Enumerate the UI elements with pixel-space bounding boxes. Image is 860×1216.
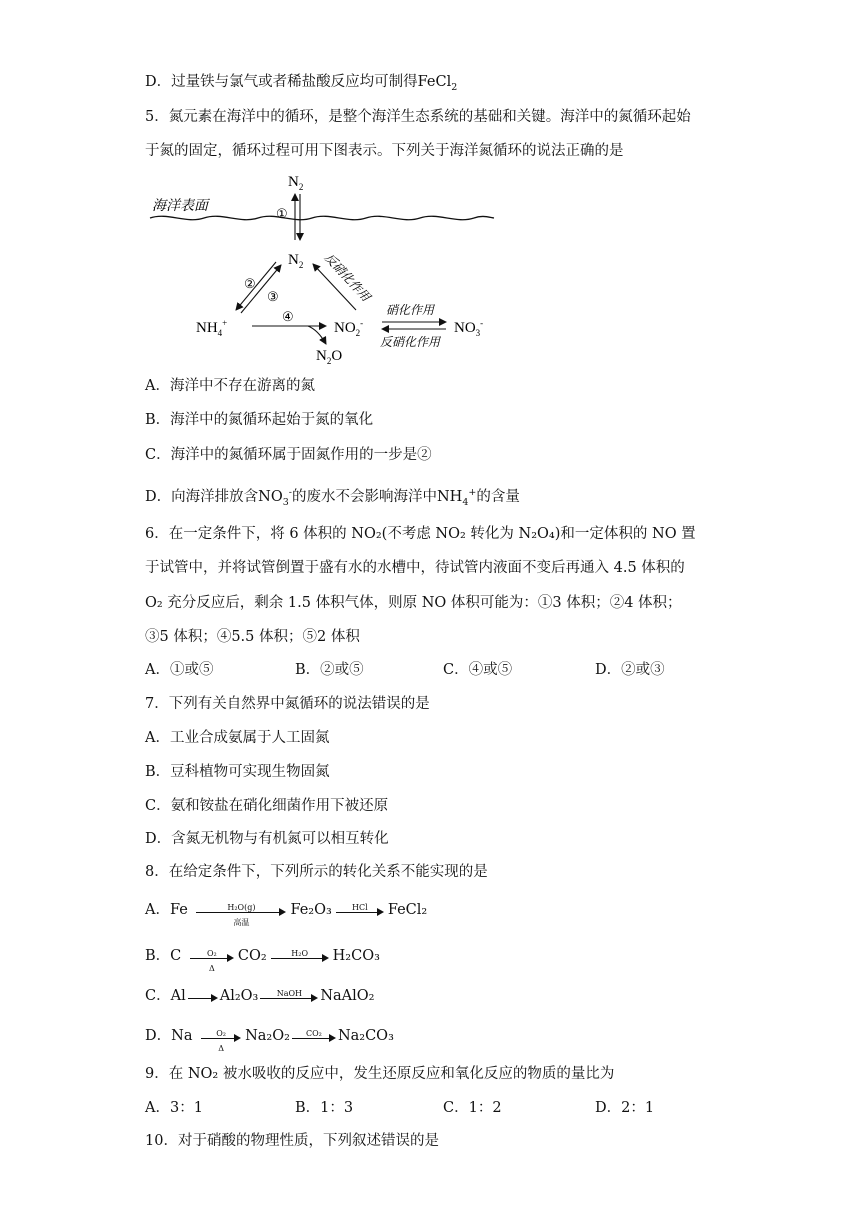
q8-d-arrow1: $\frac{\text{O₂}}{\Delta}$ (201, 1026, 241, 1046)
no3-formula: $NO_3^-$ (258, 487, 292, 508)
n2-mid-label: $N_2$ (288, 252, 304, 270)
q8-d-arrow2: CO₂ (292, 1026, 336, 1046)
q6-option-d: D．②或③ (595, 662, 665, 678)
q5-stem-line1: 5．氮元素在海洋中的循环，是整个海洋生态系统的基础和关键。海洋中的氮循环起始 (145, 109, 691, 125)
sea-surface-wave (150, 216, 494, 219)
q7-option-a: A．工业合成氨属于人工固氮 (145, 730, 330, 746)
q6-line2: 于试管中，并将试管倒置于盛有水的水槽中，待试管内液面不变后再通入 4.5 体积的 (145, 560, 685, 576)
q9-option-b: B．1：3 (295, 1100, 354, 1116)
q5-option-d: D．向海洋排放含$NO_3^-$的废水不会影响海洋中$NH_4^+$的含量 (145, 487, 520, 508)
q9-option-d: D．2：1 (595, 1100, 655, 1116)
q6-line4: ③5 体积；④5.5 体积；⑤2 体积 (145, 629, 360, 645)
n2o-branch-arrow (308, 326, 326, 344)
q8-option-a: A．Fe H₂O(g) 高温 Fe₂O₃ HCl FeCl₂ (145, 902, 428, 927)
q6-option-c: C．④或⑤ (443, 662, 513, 678)
q8-c-arrow2: NaOH (260, 986, 318, 1006)
q8-option-d: D．Na $\frac{\text{O₂}}{\Delta}$ Na₂O₂ CO₂ Na₂CO₃ (145, 1028, 394, 1053)
q9-stem: 9．在 NO₂ 被水吸收的反应中，发生还原反应和氧化反应的物质的量比为 (145, 1066, 615, 1082)
q9-option-c: C．1：2 (443, 1100, 502, 1116)
q7-option-b: B．豆科植物可实现生物固氮 (145, 764, 330, 780)
q5-option-c: C．海洋中的氮循环属于固氮作用的一步是② (145, 447, 432, 463)
q8-a-arrow2: HCl (336, 900, 384, 920)
q5-option-a: A．海洋中不存在游离的氮 (145, 378, 315, 394)
q8-stem: 8．在给定条件下，下列所示的转化关系不能实现的是 (145, 864, 488, 880)
denitrification-diagonal-label: 反硝化作用 (321, 250, 373, 304)
q6-option-b: B．②或⑤ (295, 662, 364, 678)
q6-line3: O₂ 充分反应后，剩余 1.5 体积气体，则原 NO 体积可能为：①3 体积；②4 体积； (145, 595, 682, 611)
nh4-label: $NH_4^+$ (196, 318, 228, 338)
step2-label: ② (244, 277, 256, 292)
sea-surface-label: 海洋表面 (152, 198, 208, 214)
q8-b-arrow1: $\frac{\text{O₂}}{\Delta}$ (190, 946, 234, 966)
q9-option-a: A．3：1 (145, 1100, 203, 1116)
q7-option-d: D．含氮无机物与有机氮可以相互转化 (145, 831, 389, 847)
q6-option-a: A．①或⑤ (145, 662, 214, 678)
q5-stem-line2: 于氮的固定，循环过程可用下图表示。下列关于海洋氮循环的说法正确的是 (145, 143, 624, 159)
step3-label: ③ (267, 290, 279, 305)
n2-top-label: $N_2$ (288, 174, 304, 192)
step4-label: ④ (282, 310, 294, 325)
q7-option-c: C．氨和铵盐在硝化细菌作用下被还原 (145, 798, 389, 814)
nitrification-label: 硝化作用 (386, 303, 435, 317)
denitrification-bottom-label: 反硝化作用 (380, 335, 441, 349)
no2-label: $NO_2^-$ (334, 318, 364, 338)
q10-stem: 10．对于硝酸的物理性质，下列叙述错误的是 (145, 1133, 439, 1149)
q4-option-d: D．过量铁与氯气或者稀盐酸反应均可制得FeCl$_2$ (145, 74, 458, 93)
nitrogen-cycle-diagram (148, 170, 498, 366)
step1-label: ① (276, 207, 288, 222)
no3-label: $NO_3^-$ (454, 318, 484, 338)
q8-option-b: B．C $\frac{\text{O₂}}{\Delta}$ CO₂ H₂O H₂CO₃ (145, 948, 380, 973)
q8-a-arrow1: H₂O(g) 高温 (196, 900, 286, 920)
q6-line1: 6．在一定条件下，将 6 体积的 NO₂(不考虑 NO₂ 转化为 N₂O₄)和一定体积的 NO 置 (145, 526, 696, 542)
n2o-label: $N_2O$ (316, 348, 343, 366)
q8-b-arrow2: H₂O (271, 946, 329, 966)
q5-option-b: B．海洋中的氮循环起始于氮的氧化 (145, 412, 374, 428)
q8-c-arrow1 (188, 986, 218, 1006)
nitrogen-cycle-svg (148, 170, 498, 366)
q7-stem: 7．下列有关自然界中氮循环的说法错误的是 (145, 696, 430, 712)
q8-option-c: C．Al Al₂O₃ NaOH NaAlO₂ (145, 988, 375, 1004)
nh4-formula: $NH_4^+$ (436, 487, 477, 508)
